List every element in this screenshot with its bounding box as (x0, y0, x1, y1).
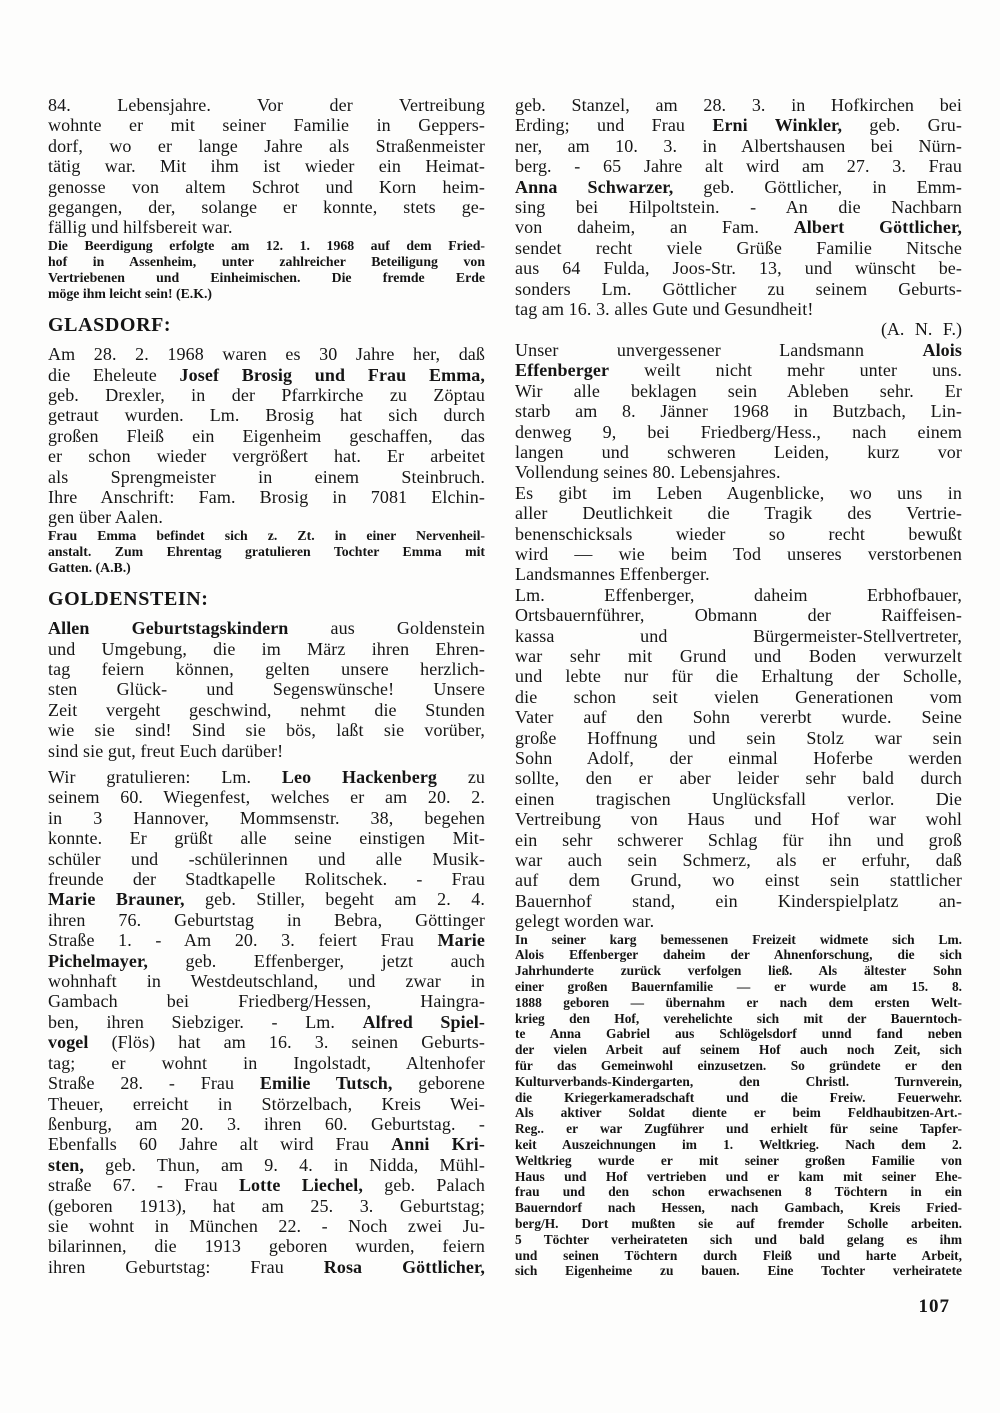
text-line: geb. Stanzel, am 28. 3. in Hofkirchen bei (515, 95, 962, 115)
text-line: aus 64 Fulda, Joos-Str. 13, und wünscht be- (515, 258, 962, 279)
text-line: bilarinnen, die 1913 geboren wurden, feiern (48, 1236, 485, 1257)
text-line: ihren Geburtstag: Frau Rosa Göttlicher, (48, 1256, 485, 1277)
text-line: ein sehr schwerer Schlag für ihn und groß (515, 829, 962, 850)
text-line: In seiner karg bemessenen Freizeit widmete sich Lm. (515, 931, 962, 947)
text-line: ben, ihren Siebziger. - Lm. Alfred Spiel- (48, 1011, 486, 1032)
text-line: Marie Brauner, geb. Stiller, begeht am 2. 4. (48, 889, 485, 910)
text-line: gelegt worden war. (515, 911, 655, 932)
text-line: starb am 8. Jänner 1968 in Butzbach, Lin- (515, 401, 962, 422)
text-line: Die Beerdigung erfolgte am 12. 1. 1968 auf dem Fried- (48, 237, 485, 253)
text-line: sing bei Hilpoltstein. - An die Nachbarn (515, 197, 962, 218)
paragraph (48, 344, 485, 528)
text-line: (geboren 1913), hat am 25. 3. Geburtstag; (48, 1195, 485, 1216)
text-line: Frau Emma befindet sich z. Zt. in einer Nervenheil- (48, 527, 485, 543)
text-line: Reg.. er war Zugführer und erhielt für seine Tapfer- (515, 1121, 962, 1137)
text-line: ßenburg, am 20. 3. ihren 60. Geburtstag. - (48, 1113, 485, 1134)
text-line: Gambach bei Friedberg/Hessen, Haingra- (48, 991, 485, 1012)
text-line: Erding; und Frau Erni Winkler, geb. Gru- (515, 115, 962, 136)
text-line: Weltkrieg wurde er mit seiner großen Familie von (515, 1152, 962, 1168)
text-line: Straße 1. - Am 20. 3. feiert Frau Marie (48, 930, 485, 951)
text-line: in 3 Hannover, Mommsenstr. 38, begehen (48, 807, 485, 828)
text-line: und seinen Töchtern durch Fleiß und harte Arbeit, (515, 1247, 962, 1263)
text-line: kassa und Bürgermeister-Stellvertreter, (515, 625, 962, 646)
section-heading (48, 314, 485, 337)
text-line: 5 Töchter verheirateten sich und bald gelang es ihm (515, 1231, 962, 1247)
text-line: sich Eigenheime zu bauen. Eine Tochter verheiratete (515, 1263, 962, 1279)
text-line: wohnte er mit seiner Familie in Geppers- (48, 115, 485, 136)
text-line: sie wohnt in München 22. - Noch zwei Ju- (48, 1215, 485, 1236)
text-line: Allen Geburtstagskindern aus Goldenstein (48, 618, 485, 639)
text-line: Vertriebenen und Einheimischen. Die fremde Erde (48, 270, 485, 286)
text-line: Am 28. 2. 1968 waren es 30 Jahre her, daß (48, 344, 485, 365)
paragraph (48, 528, 485, 576)
text-line: denweg 9, bei Friedberg/Hess., nach einem (515, 421, 962, 442)
paragraph (515, 585, 962, 932)
text-line: fällig und hilfsbereit war. (48, 217, 233, 238)
text-line: Als aktiver Soldat diente er beim Feldhaubitzen-Art.- (515, 1105, 962, 1121)
paragraph (515, 483, 962, 585)
text-line: Jahrhunderte zurück verfolgen ließ. Als ältester Sohn (515, 963, 962, 979)
text-line: wie sie sind! Sind sie bös, laßt sie vorüber, (48, 720, 485, 741)
text-line: sendet recht viele Grüße Familie Nitsche (515, 237, 962, 258)
text-line: freunde der Stadtkapelle Rolitschek. - Frau (48, 869, 485, 890)
text-line: Ortsbauernführer, Obmann der Raiffeisen- (515, 605, 962, 626)
text-line: Theuer, erreicht in Störzelbach, Kreis Wei- (48, 1093, 485, 1114)
text-line: und Umgebung, die im März ihren Ehren- (48, 638, 485, 659)
text-line: Wir alle beklagen sein Ableben sehr. Er (515, 380, 962, 401)
text-line: aller Deutlichkeit die Tragik des Vertrie- (515, 503, 962, 524)
paragraph (48, 238, 485, 302)
paragraph (48, 618, 485, 761)
text-line: die Kriegerkameradschaft und die Freiw. Feuerwehr. (515, 1089, 962, 1105)
text-line: als Sprengmeister in einem Steinbruch. (48, 466, 485, 487)
text-line: Vater auf den Sohn vererbt wurde. Seine (515, 707, 962, 728)
text-line: anstalt. Zum Ehrentag gratulieren Tochter Emma mit (48, 543, 485, 559)
text-line: konnte. Er grüßt alle seine einstigen Mit- (48, 828, 485, 849)
text-line: benenschicksals wieder so recht bewußt (515, 523, 962, 544)
text-line: Zeit vergeht geschwind, nehmt die Stunden (48, 699, 485, 720)
text-line: getraut wurden. Lm. Brosig hat sich durch (48, 405, 485, 426)
text-line: Vertreibung von Haus und Hof war wohl (515, 809, 962, 830)
text-line: straße 67. - Frau Lotte Liechel, geb. Palach (48, 1175, 485, 1196)
text-line: die schon seit vielen Generationen vom (515, 686, 962, 707)
text-line: Ihre Anschrift: Fam. Brosig in 7081 Elchin- (48, 487, 485, 508)
text-line: Vollendung seines 80. Lebensjahres. (515, 462, 781, 483)
text-line: krieg den Hof, verehelichte sich mit der Bauerntoch- (515, 1010, 962, 1026)
text-line: te Anna Gabriel aus Schlögelsdorf unnd fand neben (515, 1026, 962, 1042)
paragraph (515, 95, 962, 319)
left-column (48, 95, 485, 1279)
text-line: Gatten. (A.B.) (48, 560, 131, 576)
text-line: möge ihm leicht sein! (E.K.) (48, 286, 213, 302)
text-line: Landsmannes Effenberger. (515, 564, 710, 585)
text-line: berg. - 65 Jahre alt wird am 27. 3. Frau (515, 156, 962, 177)
text-line: Straße 28. - Frau Emilie Tutsch, geborene (48, 1073, 485, 1094)
text-line: Bauerndorf nach Hessen, nach Gambach, Kreis Fried- (515, 1200, 962, 1216)
text-line: von daheim, an Fam. Albert Göttlicher, (515, 217, 962, 238)
text-line: Pichelmayer, geb. Effenberger, jetzt auch (48, 950, 485, 971)
text-line: 1888 geboren — übernahm er nach dem ersten Welt- (515, 994, 962, 1010)
text-line: auf dem Grund, wo einst sein stattlicher (515, 870, 962, 891)
text-line: GLASDORF: (48, 314, 172, 337)
page-number: 107 (918, 1296, 950, 1317)
text-line: Ebenfalls 60 Jahre alt wird Frau Anni Kri- (48, 1134, 485, 1155)
text-line: ihren 76. Geburtstag in Bebra, Göttinger (48, 909, 485, 930)
text-line: tag am 16. 3. alles Gute und Gesundheit! (515, 299, 814, 320)
text-line: frau und den schon erwachsenen 8 Töchtern in ein (515, 1184, 962, 1200)
text-line: Bauernhof stand, ein Kinderspielplatz an- (515, 890, 962, 911)
text-line: GOLDENSTEIN: (48, 588, 209, 611)
text-line: tag feiern können, gelten unsere herzlich- (48, 658, 485, 679)
text-line: er schon wieder vergrößert hat. Er arbeitet (48, 446, 485, 467)
text-line: 84. Lebensjahre. Vor der Vertreibung (48, 95, 485, 115)
text-line: berg/H. Dort mußten sie auf fremder Scholle arbeiten. (515, 1216, 962, 1231)
text-line: große Hoffnung und sein Stolz war sein (515, 727, 962, 748)
text-line: keit Auszeichnungen im 1. Weltkrieg. Nach dem 2. (515, 1137, 962, 1153)
text-line: Haus und Hof vertrieben und er kam mit seiner Ehe- (515, 1168, 962, 1184)
text-line: Sohn Adolf, der einmal Hoferbe werden (515, 748, 962, 768)
text-line: Effenberger weilt nicht mehr unter uns. (515, 360, 962, 381)
text-line: wird — wie beim Tod unseres verstorbenen (515, 543, 962, 564)
text-line: sollte, den er aber leider sehr bald durch (515, 768, 962, 789)
text-line: der vielen Arbeit auf seinem Hof auch noch Zeit, sich (515, 1042, 962, 1058)
text-line: sten, geb. Thun, am 9. 4. in Nidda, Mühl- (48, 1154, 485, 1175)
text-line: dorf, wo er lange Jahre als Straßenmeister (48, 135, 485, 156)
text-line: vogel (Flös) hat am 16. 3. seinen Geburts- (48, 1032, 485, 1053)
text-line: wohnhaft in Westdeutschland, und zwar in (48, 971, 485, 992)
text-line: sten Glück- und Segenswünsche! Unsere (48, 679, 485, 700)
signature-line (515, 319, 962, 339)
text-line: hof in Assenheim, unter zahlreicher Beteiligung von (48, 253, 485, 269)
text-line: Wir gratulieren: Lm. Leo Hackenberg zu (48, 767, 486, 787)
right-column (515, 95, 962, 1279)
text-line: Es gibt im Leben Augenblicke, wo uns in (515, 482, 962, 503)
text-line: seinem 60. Wiegenfest, welches er am 20. 2. (48, 787, 485, 808)
text-line: Unser unvergessener Landsmann Alois (515, 339, 962, 360)
text-line: tätig war. Mit ihm ist wieder ein Heimat- (48, 156, 485, 177)
text-line: war sehr mit Grund und Boden verwurzelt (515, 645, 962, 666)
text-line: ner, am 10. 3. in Albertshausen bei Nürn- (515, 135, 962, 156)
paragraph (515, 340, 962, 483)
text-line: sonders Lm. Göttlicher zu seinem Geburts- (515, 278, 962, 299)
text-line: einer großen Bauernfamilie — er wurde am 15. 8. (515, 979, 962, 995)
text-line: Alois Effenberger daheim der Ahnenforschung, die sich (515, 947, 962, 963)
text-line: (A. N. F.) (880, 319, 962, 340)
text-line: für das Gemeinwohl einzusetzen. So gründete er den (515, 1058, 962, 1074)
text-line: sind sie gut, freut Euch darüber! (48, 740, 284, 761)
text-line: geb. Drexler, in der Pfarrkirche zu Zöptau (48, 385, 485, 406)
text-line: war auch sein Schmerz, als er erfuhr, daß (515, 850, 962, 871)
text-line: Lm. Effenberger, daheim Erbhofbauer, (515, 584, 962, 605)
text-line: schüler und -schülerinnen und alle Musik- (48, 848, 485, 869)
paragraph (48, 767, 485, 1277)
text-line: die Eheleute Josef Brosig und Frau Emma, (48, 364, 485, 385)
paragraph (48, 95, 485, 238)
text-line: Kulturverbands-Kindergarten, den Christl. Turnverein, (515, 1073, 962, 1089)
paragraph (515, 932, 962, 1280)
text-line: und lebte nur für die Erhaltung der Scholle, (515, 666, 962, 687)
text-line: langen und schweren Leiden, kurz vor (515, 441, 962, 462)
text-line: genosse von altem Schrot und Korn heim- (48, 176, 485, 197)
section-heading (48, 588, 485, 611)
text-line: tag; er wohnt in Ingolstadt, Altenhofer (48, 1052, 485, 1073)
text-line: gegangen, der, solange er konnte, stets ge- (48, 197, 485, 218)
text-line: Anna Schwarzer, geb. Göttlicher, in Emm- (515, 176, 962, 197)
text-line: einen tragischen Unglücksfall verlor. Die (515, 788, 962, 809)
text-line: großen Fleiß ein Eigenheim geschaffen, das (48, 425, 485, 446)
text-line: gen über Aalen. (48, 507, 163, 528)
